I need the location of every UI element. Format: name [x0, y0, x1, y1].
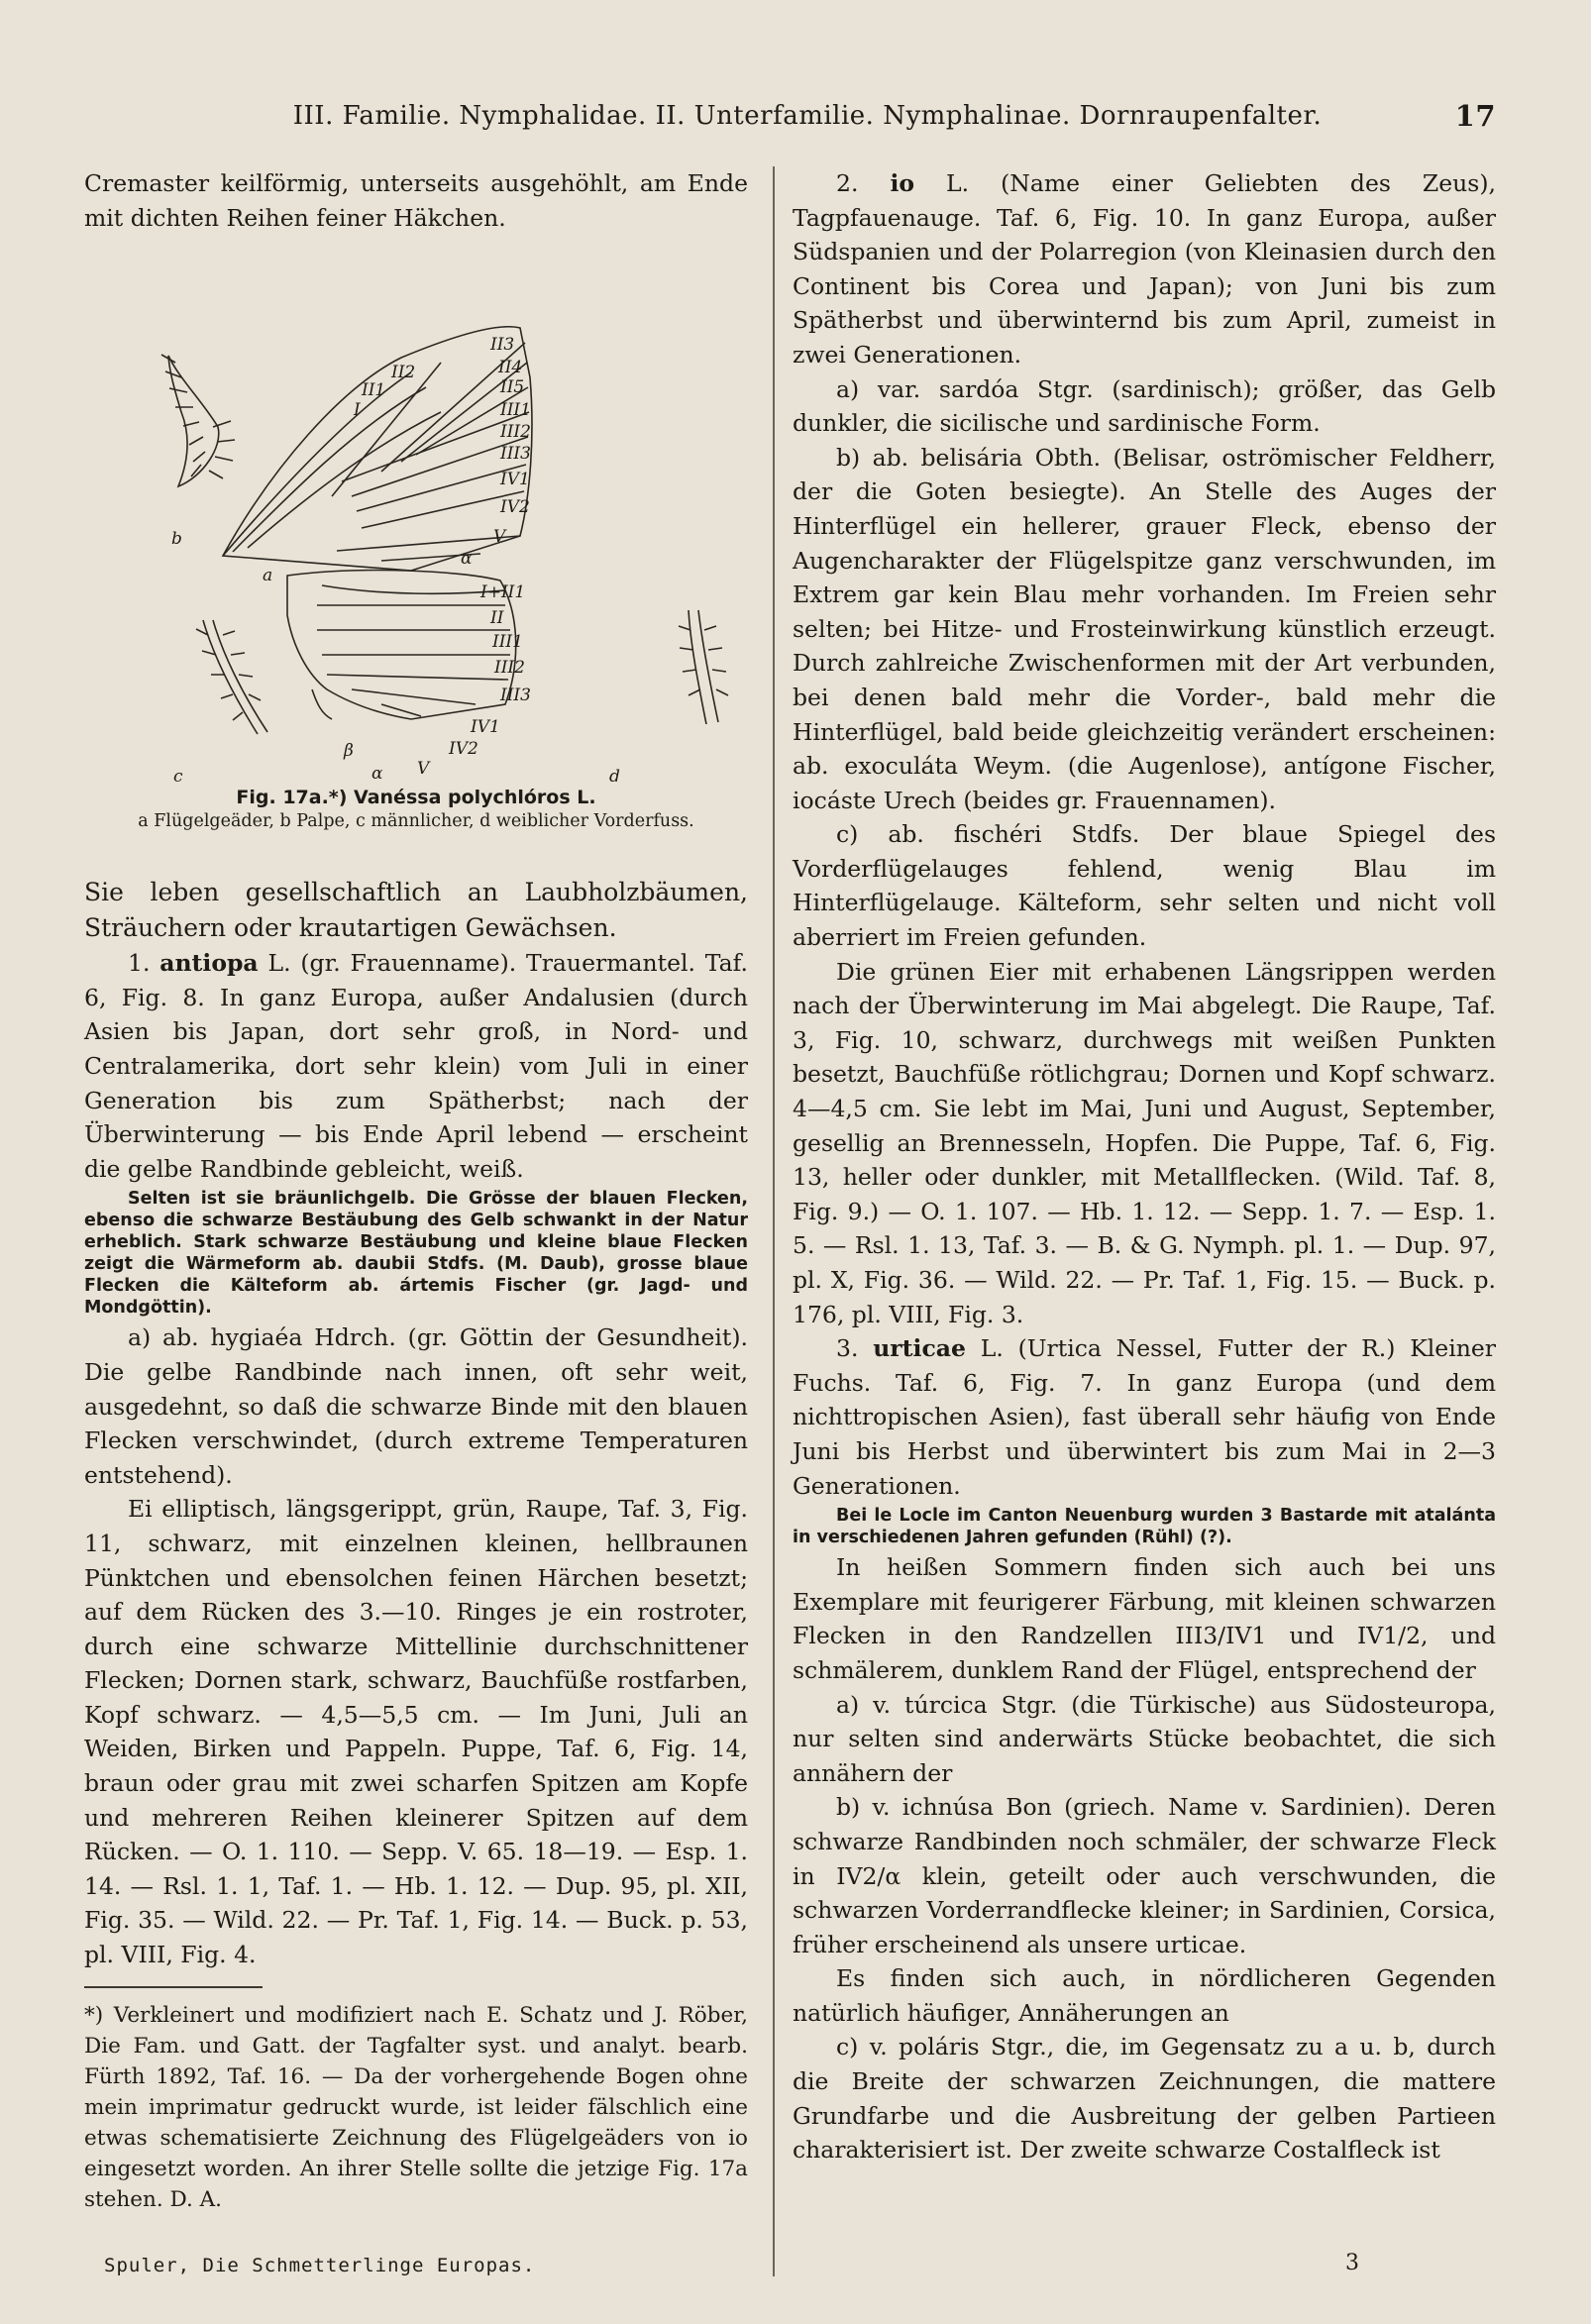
species-number: 2. [836, 169, 891, 197]
female-foreleg-drawing [679, 610, 728, 724]
paragraph-antiopa-larva: Ei elliptisch, längsgerippt, grün, Raupe, Taf. 3, Fig. 11, schwarz, mit einzelnen kleinen, hellbraunen Pünktchen und ebensolchen feinen Härchen besetzt; auf dem Rücken des 3.—10. Ringes je ein rostroter, durch eine schwarze Mittellinie durchschnittener Flecken; Dornen stark, schwarz, Bauchfüße rostfarben, Kopf schwarz. — 4,5—5,5 cm. — Im Juni, Juli an Weiden, Birken und Pappeln. Puppe, Taf. 6, Fig. 14, braun oder grau mit zwei scharfen Spitzen am Kopfe und mehreren Reihen kleinerer Spitzen auf dem Rücken. — O. 1. 110. — Sepp. V. 65. 18—19. — Esp. 1. 14. — Rsl. 1. 1, Taf. 1. — Hb. 1. 12. — Dup. 95, pl. XII, Fig. 35. — Wild. 22. — Pr. Taf. 1, Fig. 14. — Buck. p. 53, pl. VIII, Fig. 4. [84, 1495, 748, 1969]
label-fw-III3: III3 [500, 444, 531, 465]
label-hw-IV1: IV1 [471, 717, 500, 738]
label-fw-III1: III1 [500, 400, 531, 421]
column-divider [773, 166, 775, 2276]
label-fw-II5: II5 [500, 377, 525, 398]
page-number: 17 [1454, 99, 1496, 133]
species-name-antiopa: antiopa [159, 949, 259, 978]
species-number: 1. [128, 949, 160, 978]
paragraph-urticae [793, 1331, 1496, 1503]
label-hw-III2: III2 [494, 658, 525, 679]
small-note-antiopa: Selten ist sie bräunlichgelb. Die Grösse der blauen Flecken, ebenso die schwarze Bestäubung des Gelb schwankt in der Natur erheblich. Stark schwarze Bestäubung und kleine blaue Flecken zeigt die Wärmeform ab. daubii Stdfs. (M. Daub), grosse blaue Flecken die Kälteform ab. ártemis Fischer (gr. Jagd- und Mondgöttin). [84, 1189, 748, 1319]
figure-caption [84, 786, 748, 833]
label-fw-IV2: IV2 [500, 497, 530, 518]
paragraph-fischeri: c) ab. fischéri Stdfs. Der blaue Spiegel des Vorderflügelauges fehlend, wenig Blau im Hinterflügelauge. Kälteform, sehr selten und nicht voll aberriert im Freien gefunden. [793, 820, 1496, 952]
label-fw-I: I [354, 400, 361, 421]
label-hw-III3: III3 [500, 686, 531, 706]
figure-caption-subtitle: a Flügelgeäder, b Palpe, c männlicher, d weiblicher Vorderfuss. [138, 811, 694, 832]
label-fw-II1: II1 [362, 380, 386, 401]
species-number: 3. [836, 1334, 874, 1363]
label-fw-IV1: IV1 [500, 470, 530, 490]
label-c: c [173, 767, 183, 788]
paragraph-antiopa [84, 946, 748, 1186]
label-hw-II: II [490, 608, 504, 629]
forewing-drawing [223, 327, 532, 571]
male-foreleg-drawing [196, 620, 267, 734]
paragraph-io [793, 166, 1496, 372]
label-hw-V: V [417, 759, 430, 780]
left-column [84, 166, 748, 2215]
urticae-text: L. (Urtica Nessel, Futter der R.) Kleiner Fuchs. Taf. 6, Fig. 7. In ganz Europa (und dem nichttropischen Asien), fast überall sehr häufig von Ende Juni bis Herbst und überwintert bis zum Mai in 2—3 Generationen. [793, 1334, 1496, 1500]
paragraph-hygiaea: a) ab. hygiaéa Hdrch. (gr. Göttin der Gesundheit). Die gelbe Randbinde nach innen, oft sehr weit, ausgedehnt, so daß die schwarze Binde mit den blauen Flecken verschwindet, (durch extreme Temperaturen entstehend). [84, 1323, 748, 1489]
paragraph-habitat: Sie leben gesellschaftlich an Laubholzbäumen, Sträuchern oder krautartigen Gewächsen. [84, 878, 748, 943]
palp-drawing [161, 355, 235, 486]
running-head [0, 99, 1591, 139]
paragraph-io-larva: Die grünen Eier mit erhabenen Längsrippen werden nach der Überwinterung im Mai abgelegt. Die Raupe, Taf. 3, Fig. 10, schwarz, durchwegs mit weißen Punkten besetzt, Bauchfüße rötlichgrau; Dornen und Kopf schwarz. 4—4,5 cm. Sie lebt im Mai, Juni und August, September, gesellig an Brennesseln, Hopfen. Die Puppe, Taf. 6, Fig. 13, heller oder dunkler, mit Metallflecken. (Wild. Taf. 8, Fig. 9.) — O. 1. 107. — Hb. 1. 12. — Sepp. 1. 7. — Esp. 1. 5. — Rsl. 1. 13, Taf. 3. — B. & G. Nymph. pl. 1. — Dup. 97, pl. X, Fig. 36. — Wild. 22. — Pr. Taf. 1, Fig. 15. — Buck. p. 176, pl. VIII, Fig. 3. [793, 957, 1496, 1328]
label-fw-V: V [493, 527, 506, 548]
label-fw-II3: II3 [490, 335, 515, 356]
label-beta: β [344, 741, 354, 762]
wing-venation-drawing [84, 239, 748, 788]
species-name-urticae: urticae [873, 1334, 966, 1363]
label-b: b [171, 529, 182, 550]
label-alpha-fw: α [461, 549, 473, 570]
figure-17a [84, 239, 748, 832]
label-fw-II4: II4 [498, 358, 523, 378]
footer-sheet-number: 3 [1345, 2251, 1359, 2275]
species-name-io: io [890, 169, 915, 197]
label-alpha-hw: α [371, 764, 383, 785]
running-title: III. Familie. Nymphalidae. II. Unterfamilie. Nymphalinae. Dornraupenfalter. [292, 101, 1323, 131]
paragraph-turcica: a) v. túrcica Stgr. (die Türkische) aus Südosteuropa, nur selten sind anderwärts Stücke beobachtet, die sich annähern der [793, 1690, 1496, 1787]
paragraph-ichnusa: b) v. ichnúsa Bon (griech. Name v. Sardinien). Deren schwarze Randbinden noch schmäler, der schwarze Fleck in IV2/α klein, geteilt oder auch verschwunden, die schwarzen Vorderrandflecke kleiner; in Sardinien, Corsica, früher erscheinend als unsere urticae. [793, 1793, 1496, 1958]
antiopa-text: L. (gr. Frauenname). Trauermantel. Taf. 6, Fig. 8. In ganz Europa, außer Andalusien (durch Asien bis Japan, dort sehr groß, in Nord- und Centralamerika, dort sehr klein) vom Juli in einer Generation bis zum Spätherbst; nach der Überwinterung — bis Ende April lebend — erscheint die gelbe Randbinde gebleicht, weiß. [84, 949, 748, 1183]
label-fw-III2: III2 [500, 422, 531, 443]
label-hw-III1: III1 [492, 632, 523, 653]
footnote-rule [84, 1986, 263, 1988]
label-fw-II2: II2 [391, 363, 416, 383]
label-hw-IplusII1: I+II1 [480, 582, 526, 603]
figure-caption-title: Fig. 17a.*) Vanéssa polychlóros L. [236, 787, 596, 809]
small-note-urticae: Bei le Locle im Canton Neuenburg wurden 3 Bastarde mit atalánta in verschiedenen Jahren gefunden (Rühl) (?). [793, 1506, 1496, 1548]
paragraph-hot-summers: In heißen Sommern finden sich auch bei uns Exemplare mit feurigerer Färbung, mit kleinen schwarzen Flecken in den Randzellen III3/IV1 und IV1/2, und schmälerem, dunklem Rand der Flügel, entsprechend der [793, 1553, 1496, 1684]
right-column [793, 166, 1496, 2167]
io-text: L. (Name einer Geliebten des Zeus), Tagpfauenauge. Taf. 6, Fig. 10. In ganz Europa, außer Südspanien und der Polarregion (von Kleinasien durch den Continent bis Corea und Japan); von Juni bis zum Spätherbst und überwinternd bis zum April, zumeist in zwei Generationen. [793, 169, 1496, 369]
footer-signature: Spuler, Die Schmetterlinge Europas. [104, 2255, 536, 2276]
footnote: *) Verkleinert und modifiziert nach E. Schatz und J. Röber, Die Fam. und Gatt. der Tagfalter syst. und analyt. bearb. Fürth 1892, Taf. 16. — Da der vorhergehende Bogen ohne mein imprimatur gedruckt wurde, ist leider fälschlich eine etwas schematisierte Zeichnung des Flügelgeäders von io eingesetzt worden. An ihrer Stelle sollte die jetzige Fig. 17a stehen. D. A. [84, 2002, 748, 2212]
label-a: a [263, 566, 273, 586]
paragraph-sardoa: a) var. sardóa Stgr. (sardinisch); größer, das Gelb dunkler, die sicilische und sardinische Form. [793, 374, 1496, 438]
label-d: d [609, 767, 620, 788]
intro-paragraph: Cremaster keilförmig, unterseits ausgehöhlt, am Ende mit dichten Reihen feiner Häkchen. [84, 169, 748, 232]
paragraph-northern: Es finden sich auch, in nördlicheren Gegenden natürlich häufiger, Annäherungen an [793, 1964, 1496, 2027]
label-hw-IV2: IV2 [449, 739, 478, 760]
paragraph-polaris: c) v. poláris Stgr., die, im Gegensatz zu a u. b, durch die Breite der schwarzen Zeichnungen, die mattere Grundfarbe und die Ausbreitung der gelben Partieen charakterisiert ist. Der zweite schwarze Costalfleck ist [793, 2033, 1496, 2165]
paragraph-belisaria: b) ab. belisária Obth. (Belisar, oströmischer Feldherr, der die Goten besiegte). An Stelle des Auges der Hinterflügel ein hellerer, grauer Fleck, ebenso der Augencharakter der Flügelspitze ganz verschwunden, im Extrem gar kein Blau mehr vorhanden. Im Freien sehr selten; bei Hitze- und Frosteinwirkung künstlich erzeugt. Durch zahlreiche Zwischenformen mit der Art verbunden, bei denen bald mehr die Vorder-, bald mehr die Hinterflügel, bald beide gleichzeitig verändert erscheinen: ab. exoculáta Weym. (die Augenlose), antígone Fischer, iocáste Urech (beides gr. Frauennamen). [793, 443, 1496, 814]
